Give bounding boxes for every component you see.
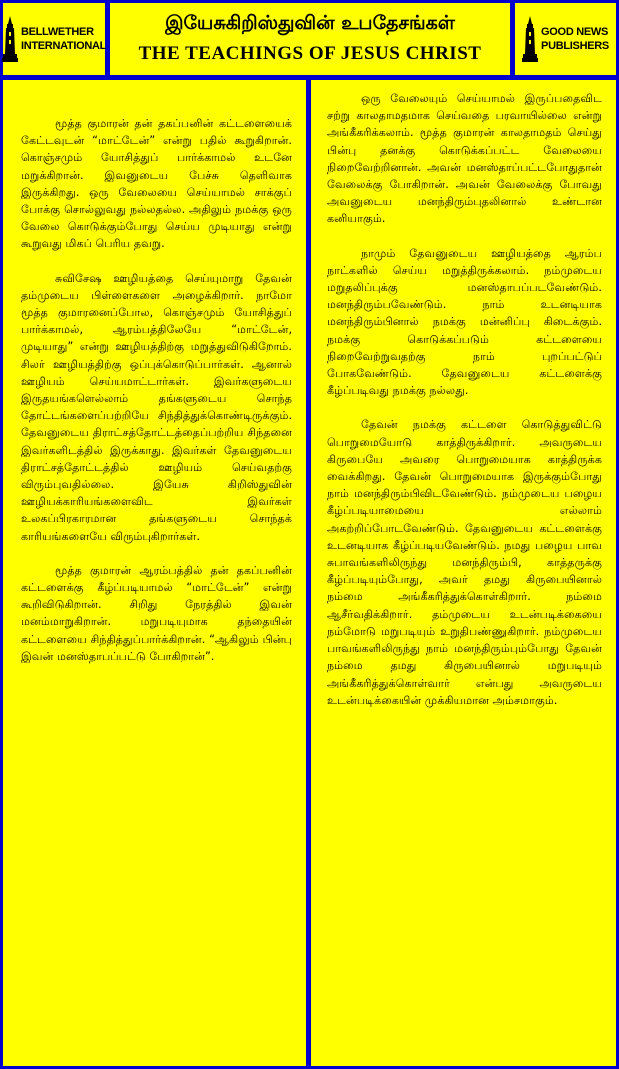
logo-line-2: INTERNATIONAL (20, 40, 107, 52)
good-news-logo (515, 3, 616, 75)
left-column (3, 80, 306, 1066)
left-paragraph-3: மூத்த குமாரன் ஆரம்பத்தில் தன் தகப்பனின் கட்டளைக்கு கீழ்ப்படியாமல் “மாட்டேன்” என்று கூறிவிடுகிறான். சிறிது நேரத்தில் இவன் மனம்மாறுகிறான். மறுபடியுமாக தந்தையின் கட்டளையை சிந்தித்துப்பார்க்கிறான். “ஆகிலும் பின்பு இவன் மனஸ்தாபப்பட்டு போகிறான்”. (21, 563, 292, 663)
tower-icon (2, 16, 18, 62)
right-column (311, 80, 616, 1066)
right-paragraph-1: ஒரு வேலையும் செய்யாமல் இருப்பதைவிட சற்று காலதாமதமாக செய்வதை பரவாயில்லை என்று அங்கீகரிக்கலாம். மூத்த குமாரன் காலதாமதம் செய்து பின்பு தனக்கு கொடுக்கப்பட்ட வேலையை நிறைவேற்றினான். அவன் மனஸ்தாப்பட்டபோதுதான் வேலைக்கு போகிறான். அவன் வேலைக்கு போவது அவனுடைய மனந்திரும்புதலினால் உண்டான கனியாகும். (327, 92, 602, 226)
right-paragraph-3: தேவன் நமக்கு கட்டளை கொடுத்துவிட்டு பொறுமையோடு காத்திருக்கிறார். அவருடைய கிருபையே அவரை பொறுமையாக காத்திருக்க வைக்கிறது. தேவன் பொறுமையாக இருக்கும்போது நாம் மனந்திரும்பிவிடவேண்டும். நம்முடைய பழைய கீழ்ப்படியாமையை எல்லாம் அகற்றிப்போடவேண்டும். தேவனுடைய கட்டளைக்கு உடனடியாக கீழ்ப்படியவேண்டும். நமது பழைய பாவ சுபாவங்களிலிருந்து மனந்திரும்பி, காத்தருக்கு கீழ்ப்படியும்போது, அவர் தமது கிருபையினால் நம்மை அங்கீகரித்துக்கொள்கிறார். நம்மை ஆசீர்வதிக்கிறார். தம்முடைய உடன்படிக்கையை நம்மோடு மறுபடியும் உறுதிபண்ணுகிறார். நம்முடைய பாவங்களிலிருந்து நாம் மனந்திரும்பும்போது தேவன் நம்மை தமது கிருபையினால் மறுபடியும் அங்கீகரித்துக்கொள்வார் என்பது அவருடைய உடன்படிக்கையின் முக்கியமான அம்சமாகும். (327, 418, 602, 707)
bellwether-logo (3, 3, 105, 75)
bellwether-logo-text (21, 25, 106, 53)
right-paragraph-2: நாமும் தேவனுடைய ஊழியத்தை ஆரம்ப நாட்களில் செய்ய மறுத்திருக்கலாம். நம்முடைய மறுதலிப்புக்கு மனஸ்தாபப்படவேண்டும். மனந்திரும்பவேண்டும். நாம் உடனடியாக மனந்திரும்பினால் நமக்கு மன்னிப்பு கிடைக்கும். நமக்கு கொடுக்கப்படும் கட்டளையை நிறைவேற்றுவதற்கு நாம் புறப்பட்டுப் போகவேண்டும். தேவனுடைய கட்டளைக்கு கீழ்ப்படிவது நமக்கு நல்லது. (327, 246, 602, 398)
title-tamil: இயேசுகிறிஸ்துவின் உபதேசங்கள் (165, 12, 455, 34)
left-paragraph-2: சுவிசேஷ ஊழியத்தை செய்யுமாறு தேவன் தம்முடைய பிள்ளைகளை அழைக்கிறார். நாமோ மூத்த குமாரனைப்போல, கொஞ்சமும் யோசித்துப் பார்க்காமல், ஆரம்பத்திலேயே “மாட்டேன், முடியாது” என்று ஊழியத்திற்கு மறுத்துவிடுகிறோம். சிலர் ஊழியத்திற்கு ஒப்புக்கொடுப்பார்கள். ஆனால் ஊழியம் செய்யமாட்டார்கள். இவர்களுடைய இருதயங்களெல்லாம் தங்களுடைய சொந்த தோட்டங்களைப்பற்றியே சிந்தித்துக்கொண்டிருக்கும். தேவனுடைய திராட்சத்தோட்டத்தைப்பற்றிய சிந்தனை இவர்களிடத்தில் இருக்காது. இவர்கள் தேவனுடைய திராட்சத்தோட்டத்தில் ஊழியம் செய்வதற்கு விரும்புவதில்லை. இயேசு கிறிஸ்துவின் ஊழியக்காரியங்களைவிட இவர்கள் உலகப்பிரகாரமான தங்களுடைய சொந்தக் காரியங்களையே விரும்புகிறார்கள். (21, 271, 292, 543)
good-news-logo-text (541, 25, 609, 53)
logo-line-1: GOOD NEWS (541, 26, 609, 38)
left-paragraph-1: மூத்த குமாரன் தன் தகப்பனின் கட்டளையைக் கேட்டவுடன் “மாட்டேன்” என்று பதில் கூறுகிறான். கொஞ்சமும் யோசித்துப் பார்க்காமல் உடனே மறுக்கிறான். இவனுடைய பேச்சு தெளிவாக இருக்கிறது. ஒரு வேலையை செய்யாமல் சாக்குப் போக்கு சொல்லுவது நல்லதல்ல. அதிலும் நமக்கு ஒரு வேலை கொடுக்கும்போது செய்ய முடியாது என்று கூறுவது மிகப் பெரிய தவறு. (21, 117, 292, 251)
tower-icon (522, 16, 538, 62)
logo-line-1: BELLWETHER (20, 26, 94, 38)
logo-line-2: PUBLISHERS (541, 40, 609, 52)
title-banner (110, 3, 510, 75)
title-english: THE TEACHINGS OF JESUS CHRIST (138, 43, 482, 64)
